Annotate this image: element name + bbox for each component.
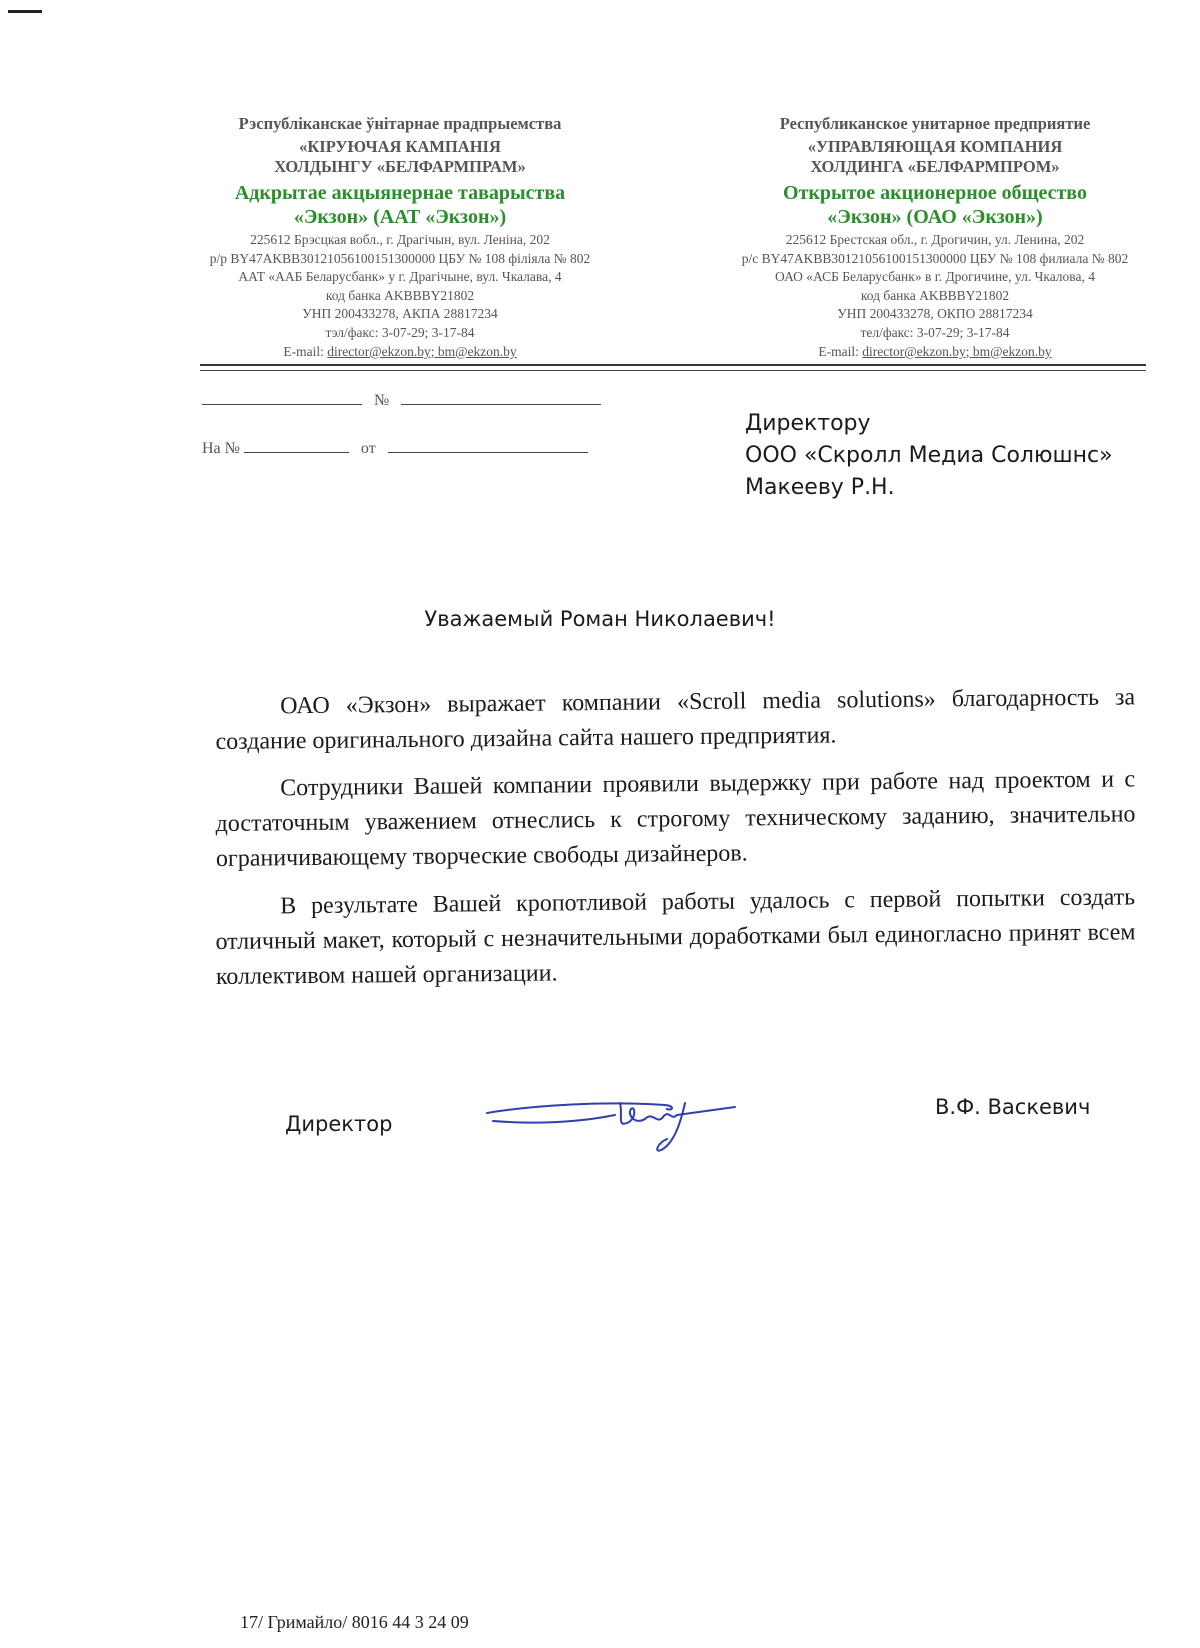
- holding-name: «УПРАВЛЯЮЩАЯ КОМПАНИЯ ХОЛДИНГА «БЕЛФАРМПРОМ»: [807, 136, 1063, 177]
- scan-corner-mark: [8, 10, 42, 13]
- handwritten-signature: [485, 1085, 775, 1165]
- email-link[interactable]: director@ekzon.by; bm@ekzon.by: [862, 343, 1052, 359]
- letterhead-divider-thin: [200, 370, 1146, 371]
- email-line: E-mail: director@ekzon.by; bm@ekzon.by: [283, 343, 517, 359]
- bank-account: р/р BY47AKBB30121056100151300000 ЦБУ № 108 філіяла № 802: [209, 250, 591, 266]
- bank-account: р/с BY47AKBB30121056100151300000 ЦБУ № 108 филиала № 802: [741, 250, 1129, 266]
- signer-name: В.Ф. Васкевич: [935, 1095, 1091, 1119]
- reply-date-blank: [388, 438, 588, 453]
- tax-ids: УНП 200433278, ОКПО 28817234: [837, 306, 1033, 322]
- date-blank: [202, 390, 362, 405]
- org-type: Рэспубліканскае ўнітарнае прадпрыемства: [238, 114, 562, 133]
- org-type: Республиканское унитарное предприятие: [779, 114, 1091, 133]
- letterhead-belarusian: [165, 114, 635, 361]
- tax-ids: УНП 200433278, АКПА 28817234: [302, 306, 498, 322]
- body-paragraph: ОАО «Экзон» выражает компании «Scroll media solutions» благодарность за создание оригинального дизайна сайта нашего предприятия.: [215, 684, 1136, 755]
- company-name: Открытое акционерное общество «Экзон» (ОАО «Экзон»): [783, 181, 1087, 228]
- reply-reference-line: На № от: [202, 438, 588, 458]
- footer-executor: 17/ Гримайло/ 8016 44 3 24 09: [240, 1612, 469, 1632]
- reply-number-blank: [244, 438, 349, 453]
- address: 225612 Брэсцкая вобл., г. Драгічын, вул. Леніна, 202: [250, 231, 550, 247]
- outgoing-number-line: №: [202, 390, 601, 410]
- company-name: Адкрытае акцыянернае таварыства «Экзон» (ААТ «Экзон»): [234, 181, 566, 228]
- signer-title: Директор: [285, 1112, 393, 1136]
- email-link[interactable]: director@ekzon.by; bm@ekzon.by: [327, 343, 517, 359]
- holding-name: «КІРУЮЧАЯ КАМПАНІЯ ХОЛДЫНГУ «БЕЛФАРМПРАМ»: [274, 136, 526, 177]
- email-line: E-mail: director@ekzon.by; bm@ekzon.by: [818, 343, 1052, 359]
- company-details: [165, 231, 635, 361]
- address: 225612 Брестская обл., г. Дрогичин, ул. Ленина, 202: [785, 231, 1085, 247]
- salutation: Уважаемый Роман Николаевич!: [424, 607, 776, 631]
- bank-code: код банка AKBBBY21802: [325, 287, 475, 303]
- addressee-block: Директору ООО «Скролл Медиа Солюшнс» Макееву Р.Н.: [745, 411, 1113, 500]
- bank-code: код банка AKBBBY21802: [860, 287, 1010, 303]
- body-paragraph: Сотрудники Вашей компании проявили выдержку при работе над проектом и с достаточным уважением отнеслись к строгому техническому заданию, значительно ограничивающему творческие свободы дизайнеров.: [215, 766, 1136, 872]
- phone: тел/факс: 3-07-29; 3-17-84: [860, 325, 1010, 340]
- bank-name: ОАО «АСБ Беларусбанк» в г. Дрогичине, ул. Чкалова, 4: [775, 269, 1095, 285]
- phone: тэл/факс: 3-07-29; 3-17-84: [325, 325, 475, 340]
- bank-name: ААТ «ААБ Беларусбанк» у г. Драгічыне, вул. Чкалава, 4: [238, 269, 562, 285]
- number-blank: [401, 390, 601, 405]
- body-paragraph: В результате Вашей кропотливой работы удалось с первой попытки создать отличный макет, который с незначительными доработками был единогласно принят всем коллективом нашей организации.: [215, 884, 1136, 990]
- letterhead-russian: [700, 114, 1170, 361]
- letterhead-divider: [200, 364, 1146, 366]
- company-details: [700, 231, 1170, 361]
